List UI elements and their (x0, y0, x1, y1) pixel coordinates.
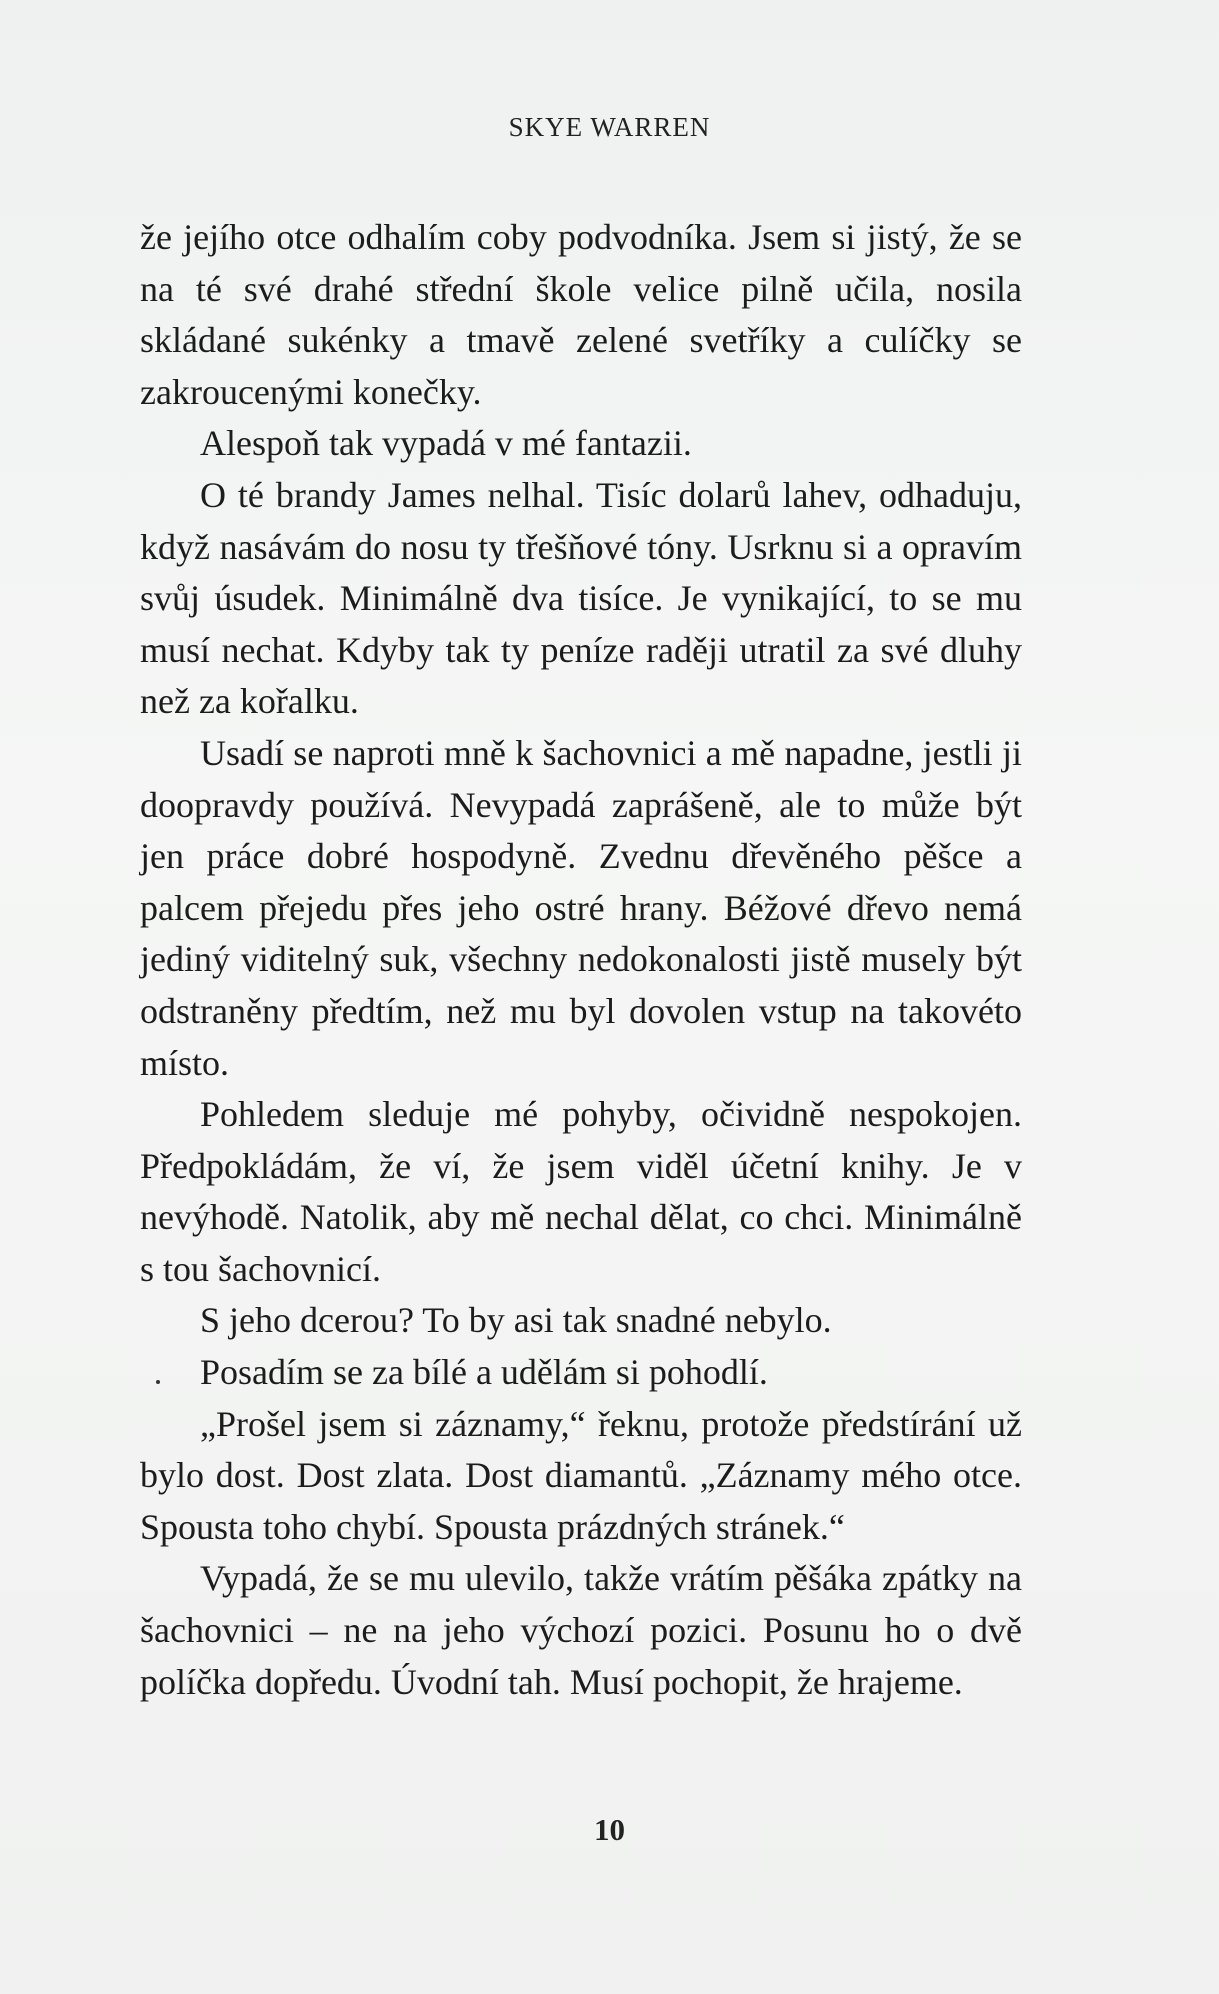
print-speck (156, 1380, 160, 1384)
body-text (140, 212, 1022, 1708)
paragraph: že jejího otce odhalím coby podvodníka. Jsem si jistý, že se na té své drahé střední škole velice pilně učila, nosila skládané sukénky a tmavě zelené svetříky a culíčky se zakroucenými konečky. (140, 217, 1022, 412)
page-number: 10 (594, 1812, 625, 1847)
paragraph: O té brandy James nelhal. Tisíc dolarů lahev, odhaduju, když nasávám do nosu ty třešňové tóny. Usrknu si a opravím svůj úsudek. Minimálně dva tisíce. Je vynikající, to se mu musí nechat. Kdyby tak ty peníze raději utratil za své dluhy než za kořalku. (140, 474, 1022, 722)
paragraph: Posadím se za bílé a udělám si pohodlí. (200, 1352, 768, 1393)
paragraph: „Prošel jsem si záznamy,“ řeknu, protože předstírání už bylo dost. Dost zlata. Dost diamantů. „Záznamy mého otce. Spousta toho chybí. Spousta prázdných stránek.“ (140, 1403, 1022, 1547)
running-head: SKYE WARREN (508, 112, 711, 142)
paragraph: S jeho dcerou? To by asi tak snadné nebylo. (200, 1300, 832, 1341)
paragraph: Pohledem sleduje mé pohyby, očividně nespokojen. Předpokládám, že ví, že jsem viděl účetní knihy. Je v nevýhodě. Natolik, aby mě nechal dělat, co chci. Minimálně s tou šachovnicí. (140, 1094, 1022, 1289)
paragraph: Alespoň tak vypadá v mé fantazii. (200, 423, 692, 464)
paragraph: Vypadá, že se mu ulevilo, takže vrátím pěšáka zpátky na šachovnici – ne na jeho výchozí pozici. Posunu ho o dvě políčka dopředu. Úvodní tah. Musí pochopit, že hrajeme. (140, 1558, 1022, 1702)
paragraph: Usadí se naproti mně k šachovnici a mě napadne, jestli ji doopravdy používá. Nevypadá zaprášeně, ale to může být jen práce dobré hospodyně. Zvednu dřevěného pěšce a palcem přejedu přes jeho ostré hrany. Béžové dřevo nemá jediný viditelný suk, všechny nedokonalosti jistě musely být odstraněny předtím, než mu byl dovolen vstup na takovéto místo. (140, 732, 1022, 1083)
